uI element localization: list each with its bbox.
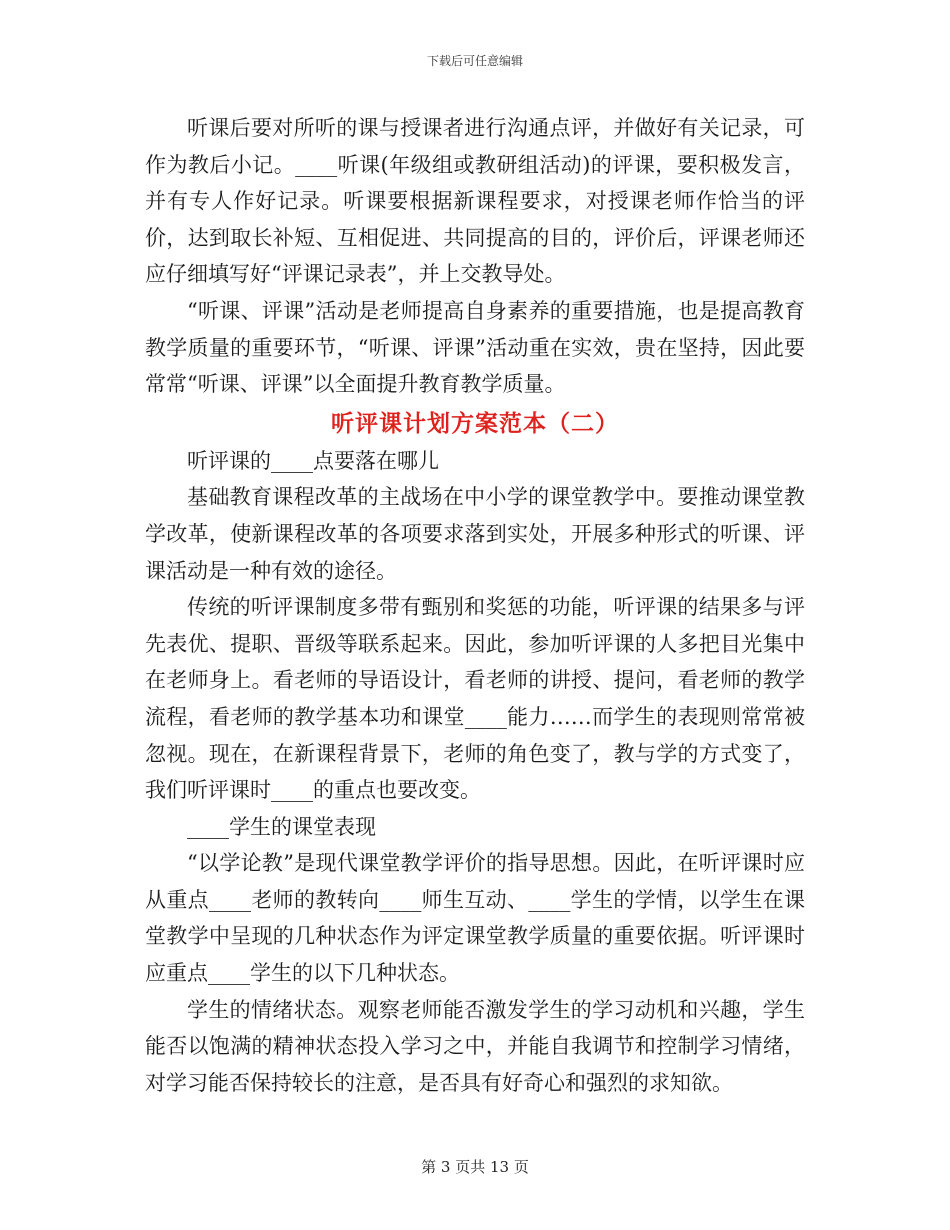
paragraph: 传统的听评课制度多带有甄别和奖惩的功能，听评课的结果多与评先表优、提职、晋级等联系起来。因此，参加听评课的人多把目光集中在老师身上。看老师的导语设计，看老师的讲授、提问，看老师的教学流程，看老师的教学基本功和课堂____能力……而学生的表现则常常被忽视。现在，在新课程背景下，老师的角色变了，教与学的方式变了，我们听评课时____的重点也要改变。	[145, 595, 805, 803]
paragraph: “听课、评课”活动是老师提高自身素养的重要措施，也是提高教育教学质量的重要环节，“听课、评课”活动重在实效，贵在坚持，因此要常常“听课、评课”以全面提升教育教学质量。	[145, 298, 805, 397]
page-footer: 第 3 页共 13 页	[421, 1158, 529, 1176]
page-header: 下载后可任意编辑	[426, 54, 523, 68]
paragraph: 听课后要对所听的课与授课者进行沟通点评，并做好有关记录，可作为教后小记。____听课(年级组或教研组活动)的评课，要积极发言，并有专人作好记录。听课要根据新课程要求，对授课老师作恰当的评价，达到取长补短、互相促进、共同提高的目的，评价后，评课老师还应仔细填写好“评课记录表”，并上交教导处。	[145, 116, 805, 287]
paragraph: “以学论教”是现代课堂教学评价的指导思想。因此，在听评课时应从重点____老师的教转向____师生互动、____学生的学情，以学生在课堂教学中呈现的几种状态作为评定课堂教学质量的重要依据。听评课时应重点____学生的以下几种状态。	[145, 851, 805, 986]
paragraph: 基础教育课程改革的主战场在中小学的课堂教学中。要推动课堂教学改革，使新课程改革的各项要求落到实处，开展多种形式的听课、评课活动是一种有效的途径。	[145, 485, 805, 583]
document-body	[145, 110, 805, 1101]
paragraph: ____学生的课堂表现	[187, 814, 376, 839]
section-title: 听评课计划方案范本（二）	[331, 409, 619, 437]
paragraph: 听评课的____点要落在哪儿	[187, 448, 439, 473]
paragraph: 学生的情绪状态。观察老师能否激发学生的学习动机和兴趣，学生能否以饱满的精神状态投入学习之中，并能自我调节和控制学习情绪，对学习能否保持较长的注意，是否具有好奇心和强烈的求知欲。	[145, 997, 805, 1095]
